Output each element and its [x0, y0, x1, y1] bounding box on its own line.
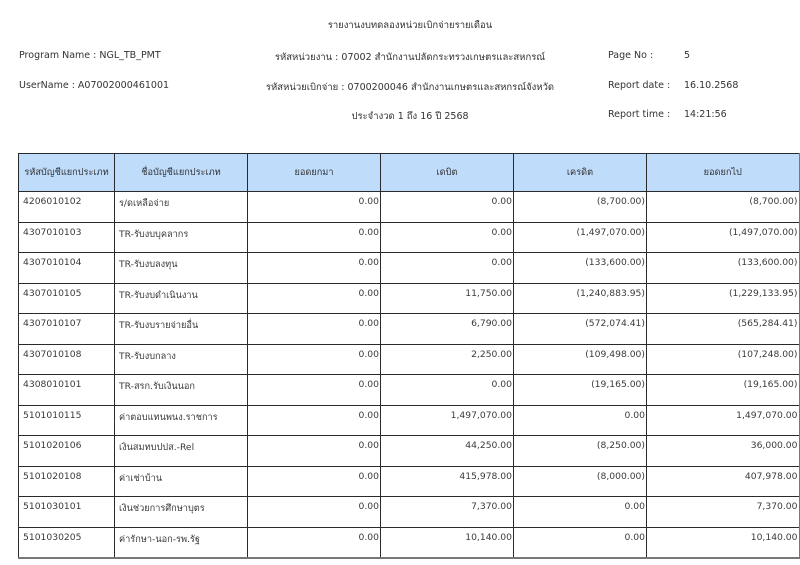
cell-credit: 0.00: [514, 527, 647, 558]
cell-credit: 0.00: [514, 405, 647, 436]
cell-opening-balance: 0.00: [248, 375, 381, 406]
cell-debit: 6,790.00: [381, 314, 514, 345]
period-line: ประจำงวด 1 ถึง 16 ปี 2568: [351, 111, 469, 122]
cell-debit: 0.00: [381, 222, 514, 253]
cell-credit: (1,497,070.00): [514, 222, 647, 253]
report-title: รายงานงบทดลองหน่วยเบิกจ่ายรายเดือน: [327, 20, 493, 31]
cell-closing-balance: 407,978.00: [647, 466, 800, 497]
cell-account-code: 4206010102: [19, 192, 115, 223]
cell-credit: (109,498.00): [514, 344, 647, 375]
cell-account-name: ค่ารักษา-นอก-รพ.รัฐ: [115, 527, 248, 558]
cell-opening-balance: 0.00: [248, 466, 381, 497]
cell-account-name: ค่าเช่าบ้าน: [115, 466, 248, 497]
cell-closing-balance: (107,248.00): [647, 344, 800, 375]
table-row: [19, 344, 800, 375]
report-time-value: 14:21:56: [684, 109, 727, 120]
cell-credit: (8,700.00): [514, 192, 647, 223]
cell-account-name: TR-รับงบกลาง: [115, 344, 248, 375]
cell-credit: (8,250.00): [514, 436, 647, 467]
cell-closing-balance: 36,000.00: [647, 436, 800, 467]
cell-debit: 2,250.00: [381, 344, 514, 375]
cell-account-code: 5101020108: [19, 466, 115, 497]
cell-credit: (19,165.00): [514, 375, 647, 406]
table-body: [19, 192, 800, 559]
table-header-row: [19, 154, 800, 192]
cell-opening-balance: 0.00: [248, 314, 381, 345]
table-row: [19, 375, 800, 406]
cell-account-name: เงินช่วยการศึกษาบุตร: [115, 497, 248, 528]
report-time-label: Report time :: [608, 109, 671, 120]
table-row: [19, 466, 800, 497]
cell-account-code: 4307010104: [19, 253, 115, 284]
cell-debit: 11,750.00: [381, 283, 514, 314]
cell-account-code: 5101010115: [19, 405, 115, 436]
cell-opening-balance: 0.00: [248, 192, 381, 223]
column-header-debit: เดบิต: [381, 154, 514, 192]
table-row: [19, 192, 800, 223]
cell-account-code: 5101030205: [19, 527, 115, 558]
cell-opening-balance: 0.00: [248, 283, 381, 314]
cell-account-code: 4307010103: [19, 222, 115, 253]
cell-debit: 10,140.00: [381, 527, 514, 558]
cell-closing-balance: (19,165.00): [647, 375, 800, 406]
table-row: [19, 222, 800, 253]
cell-opening-balance: 0.00: [248, 222, 381, 253]
cell-credit: (572,074.41): [514, 314, 647, 345]
table-row: [19, 314, 800, 345]
cell-credit: 0.00: [514, 497, 647, 528]
cell-debit: 0.00: [381, 192, 514, 223]
cell-account-code: 4307010107: [19, 314, 115, 345]
cell-opening-balance: 0.00: [248, 497, 381, 528]
report-date-value: 16.10.2568: [684, 80, 739, 91]
cell-opening-balance: 0.00: [248, 527, 381, 558]
table-row: [19, 405, 800, 436]
cell-closing-balance: 10,140.00: [647, 527, 800, 558]
column-header-credit: เครดิต: [514, 154, 647, 192]
table-row: [19, 497, 800, 528]
column-header-account-name: ชื่อบัญชีแยกประเภท: [115, 154, 248, 192]
cell-closing-balance: (1,229,133.95): [647, 283, 800, 314]
trial-balance-table: [18, 153, 800, 559]
column-header-opening-balance: ยอดยกมา: [248, 154, 381, 192]
cell-account-code: 4307010105: [19, 283, 115, 314]
report-date-label: Report date :: [608, 80, 671, 91]
cell-debit: 44,250.00: [381, 436, 514, 467]
cell-opening-balance: 0.00: [248, 253, 381, 284]
cell-account-name: TR-รับงบลงทุน: [115, 253, 248, 284]
cell-account-code: 5101020106: [19, 436, 115, 467]
cell-debit: 7,370.00: [381, 497, 514, 528]
cell-opening-balance: 0.00: [248, 436, 381, 467]
program-name: Program Name : NGL_TB_PMT: [19, 50, 161, 61]
cell-account-code: 4308010101: [19, 375, 115, 406]
agency-line: รหัสหน่วยงาน : 07002 สำนักงานปลัดกระทรวงเกษตรและสหกรณ์: [274, 52, 546, 63]
cell-account-name: TR-รับงบดำเนินงาน: [115, 283, 248, 314]
cell-closing-balance: 1,497,070.00: [647, 405, 800, 436]
table-row: [19, 253, 800, 284]
cell-debit: 0.00: [381, 375, 514, 406]
table-row: [19, 283, 800, 314]
cell-credit: (8,000.00): [514, 466, 647, 497]
cell-closing-balance: (8,700.00): [647, 192, 800, 223]
disbursing-unit-line: รหัสหน่วยเบิกจ่าย : 0700200046 สำนักงานเกษตรและสหกรณ์จังหวัด: [265, 82, 555, 93]
cell-debit: 415,978.00: [381, 466, 514, 497]
username: UserName : A07002000461001: [19, 80, 170, 91]
cell-account-name: ค่าตอบแทนพนง.ราชการ: [115, 405, 248, 436]
cell-debit: 1,497,070.00: [381, 405, 514, 436]
table-row: [19, 527, 800, 558]
cell-credit: (1,240,883.95): [514, 283, 647, 314]
cell-closing-balance: (1,497,070.00): [647, 222, 800, 253]
cell-opening-balance: 0.00: [248, 344, 381, 375]
page-no-value: 5: [684, 50, 691, 61]
cell-account-name: TR-สรก.รับเงินนอก: [115, 375, 248, 406]
cell-opening-balance: 0.00: [248, 405, 381, 436]
cell-account-name: ร/ดเหลือจ่าย: [115, 192, 248, 223]
cell-debit: 0.00: [381, 253, 514, 284]
cell-account-name: TR-รับงบรายจ่ายอื่น: [115, 314, 248, 345]
cell-account-code: 4307010108: [19, 344, 115, 375]
column-header-account-code: รหัสบัญชีแยกประเภท: [19, 154, 115, 192]
page-no-label: Page No :: [608, 50, 654, 61]
cell-closing-balance: 7,370.00: [647, 497, 800, 528]
cell-credit: (133,600.00): [514, 253, 647, 284]
table-row: [19, 436, 800, 467]
cell-account-code: 5101030101: [19, 497, 115, 528]
column-header-closing-balance: ยอดยกไป: [647, 154, 800, 192]
cell-account-name: เงินสมทบปปส.-Rel: [115, 436, 248, 467]
cell-account-name: TR-รับงบบุคลากร: [115, 222, 248, 253]
cell-closing-balance: (133,600.00): [647, 253, 800, 284]
cell-closing-balance: (565,284.41): [647, 314, 800, 345]
